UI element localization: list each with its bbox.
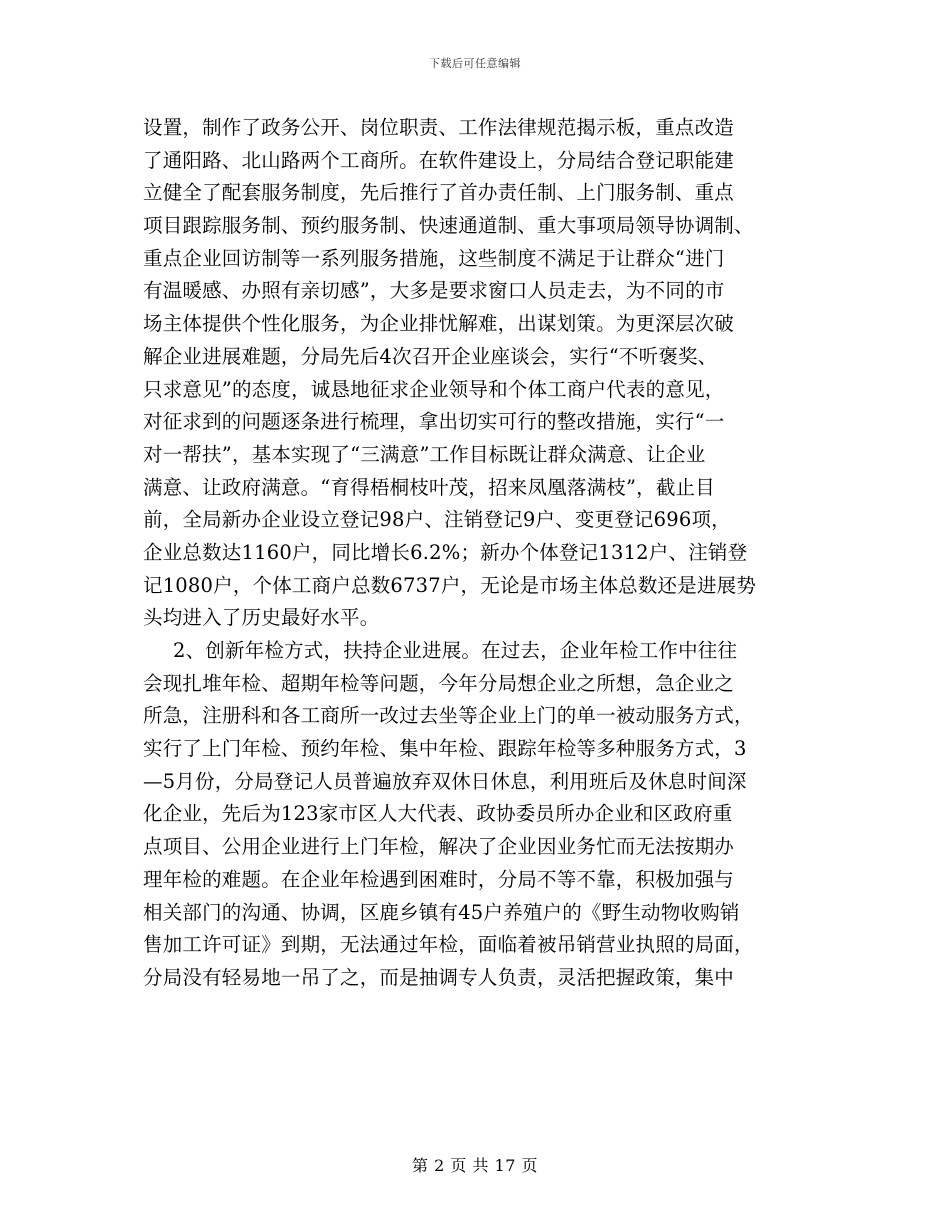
text-line: 前，全局新办企业设立登记98户、注销登记9户、变更登记696项， xyxy=(143,508,731,532)
paragraph-1 xyxy=(143,112,813,635)
text-line: 记1080户，个体工商户总数6737户，无论是市场主体总数还是进展势 xyxy=(143,573,757,597)
text-line: 化企业，先后为123家市区人大代表、政协委员所办企业和区政府重 xyxy=(143,802,733,826)
text-line: 所急，注册科和各工商所一改过去坐等企业上门的单一被动服务方式， xyxy=(143,704,754,728)
text-line: —5月份，分局登记人员普遍放弃双休日休息，利用班后及休息时间深 xyxy=(143,769,747,793)
text-line: 对征求到的问题逐条进行梳理，拿出切实可行的整改措施，实行“一 xyxy=(143,410,725,434)
text-line: 有温暖感、办照有亲切感”，大多是要求窗口人员走去，为不同的市 xyxy=(143,279,725,303)
text-line: 只求意见”的态度，诚恳地征求企业领导和个体工商户代表的意见， xyxy=(143,377,725,401)
text-line: 项目跟踪服务制、预约服务制、快速通道制、重大事项局领导协调制、 xyxy=(143,214,754,238)
text-line: 2、创新年检方式，扶持企业进展。在过去，企业年检工作中往往 xyxy=(173,639,738,662)
text-line: 对一帮扶”，基本实现了“三满意”工作目标既让群众满意、让企业 xyxy=(143,442,706,466)
page-header: 下载后可任意编辑 xyxy=(429,57,521,70)
text-line: 头均进入了历史最好水平。 xyxy=(143,606,380,630)
page-number-footer: 第 2 页 共 17 页 xyxy=(412,1156,538,1175)
text-line: 会现扎堆年检、超期年检等问题，今年分局想企业之所想，急企业之 xyxy=(143,671,735,695)
document-body xyxy=(143,112,813,995)
text-line: 企业总数达1160户，同比增长6.2%；新办个体登记1312户、注销登 xyxy=(143,540,748,564)
text-line: 实行了上门年检、预约年检、集中年检、跟踪年检等多种服务方式，3 xyxy=(143,737,747,761)
text-line: 售加工许可证》到期，无法通过年检，面临着被吊销营业执照的局面， xyxy=(143,933,754,957)
text-line: 点项目、公用企业进行上门年检，解决了企业因业务忙而无法按期办 xyxy=(143,835,735,859)
text-line: 理年检的难题。在企业年检遇到困难时，分局不等不靠，积极加强与 xyxy=(143,867,735,891)
text-line: 分局没有轻易地一吊了之，而是抽调专人负责，灵活把握政策，集中 xyxy=(143,965,735,989)
text-line: 解企业进展难题，分局先后4次召开企业座谈会，实行“不听褒奖、 xyxy=(143,344,718,368)
text-line: 场主体提供个性化服务，为企业排忧解难，出谋划策。为更深层次破 xyxy=(143,312,735,336)
text-line: 满意、让政府满意。“育得梧桐枝叶茂，招来凤凰落满枝”，截止目 xyxy=(143,475,715,499)
text-line: 重点企业回访制等一系列服务措施，这些制度不满足于让群众“进门 xyxy=(143,246,725,270)
paragraph-2 xyxy=(143,635,813,995)
text-line: 设置，制作了政务公开、岗位职责、工作法律规范揭示板，重点改造 xyxy=(143,116,735,139)
text-line: 相关部门的沟通、协调，区鹿乡镇有45户养殖户的《野生动物收购销 xyxy=(143,900,740,924)
text-line: 了通阳路、北山路两个工商所。在软件建设上，分局结合登记职能建 xyxy=(143,148,735,172)
text-line: 立健全了配套服务制度，先后推行了首办责任制、上门服务制、重点 xyxy=(143,181,735,205)
